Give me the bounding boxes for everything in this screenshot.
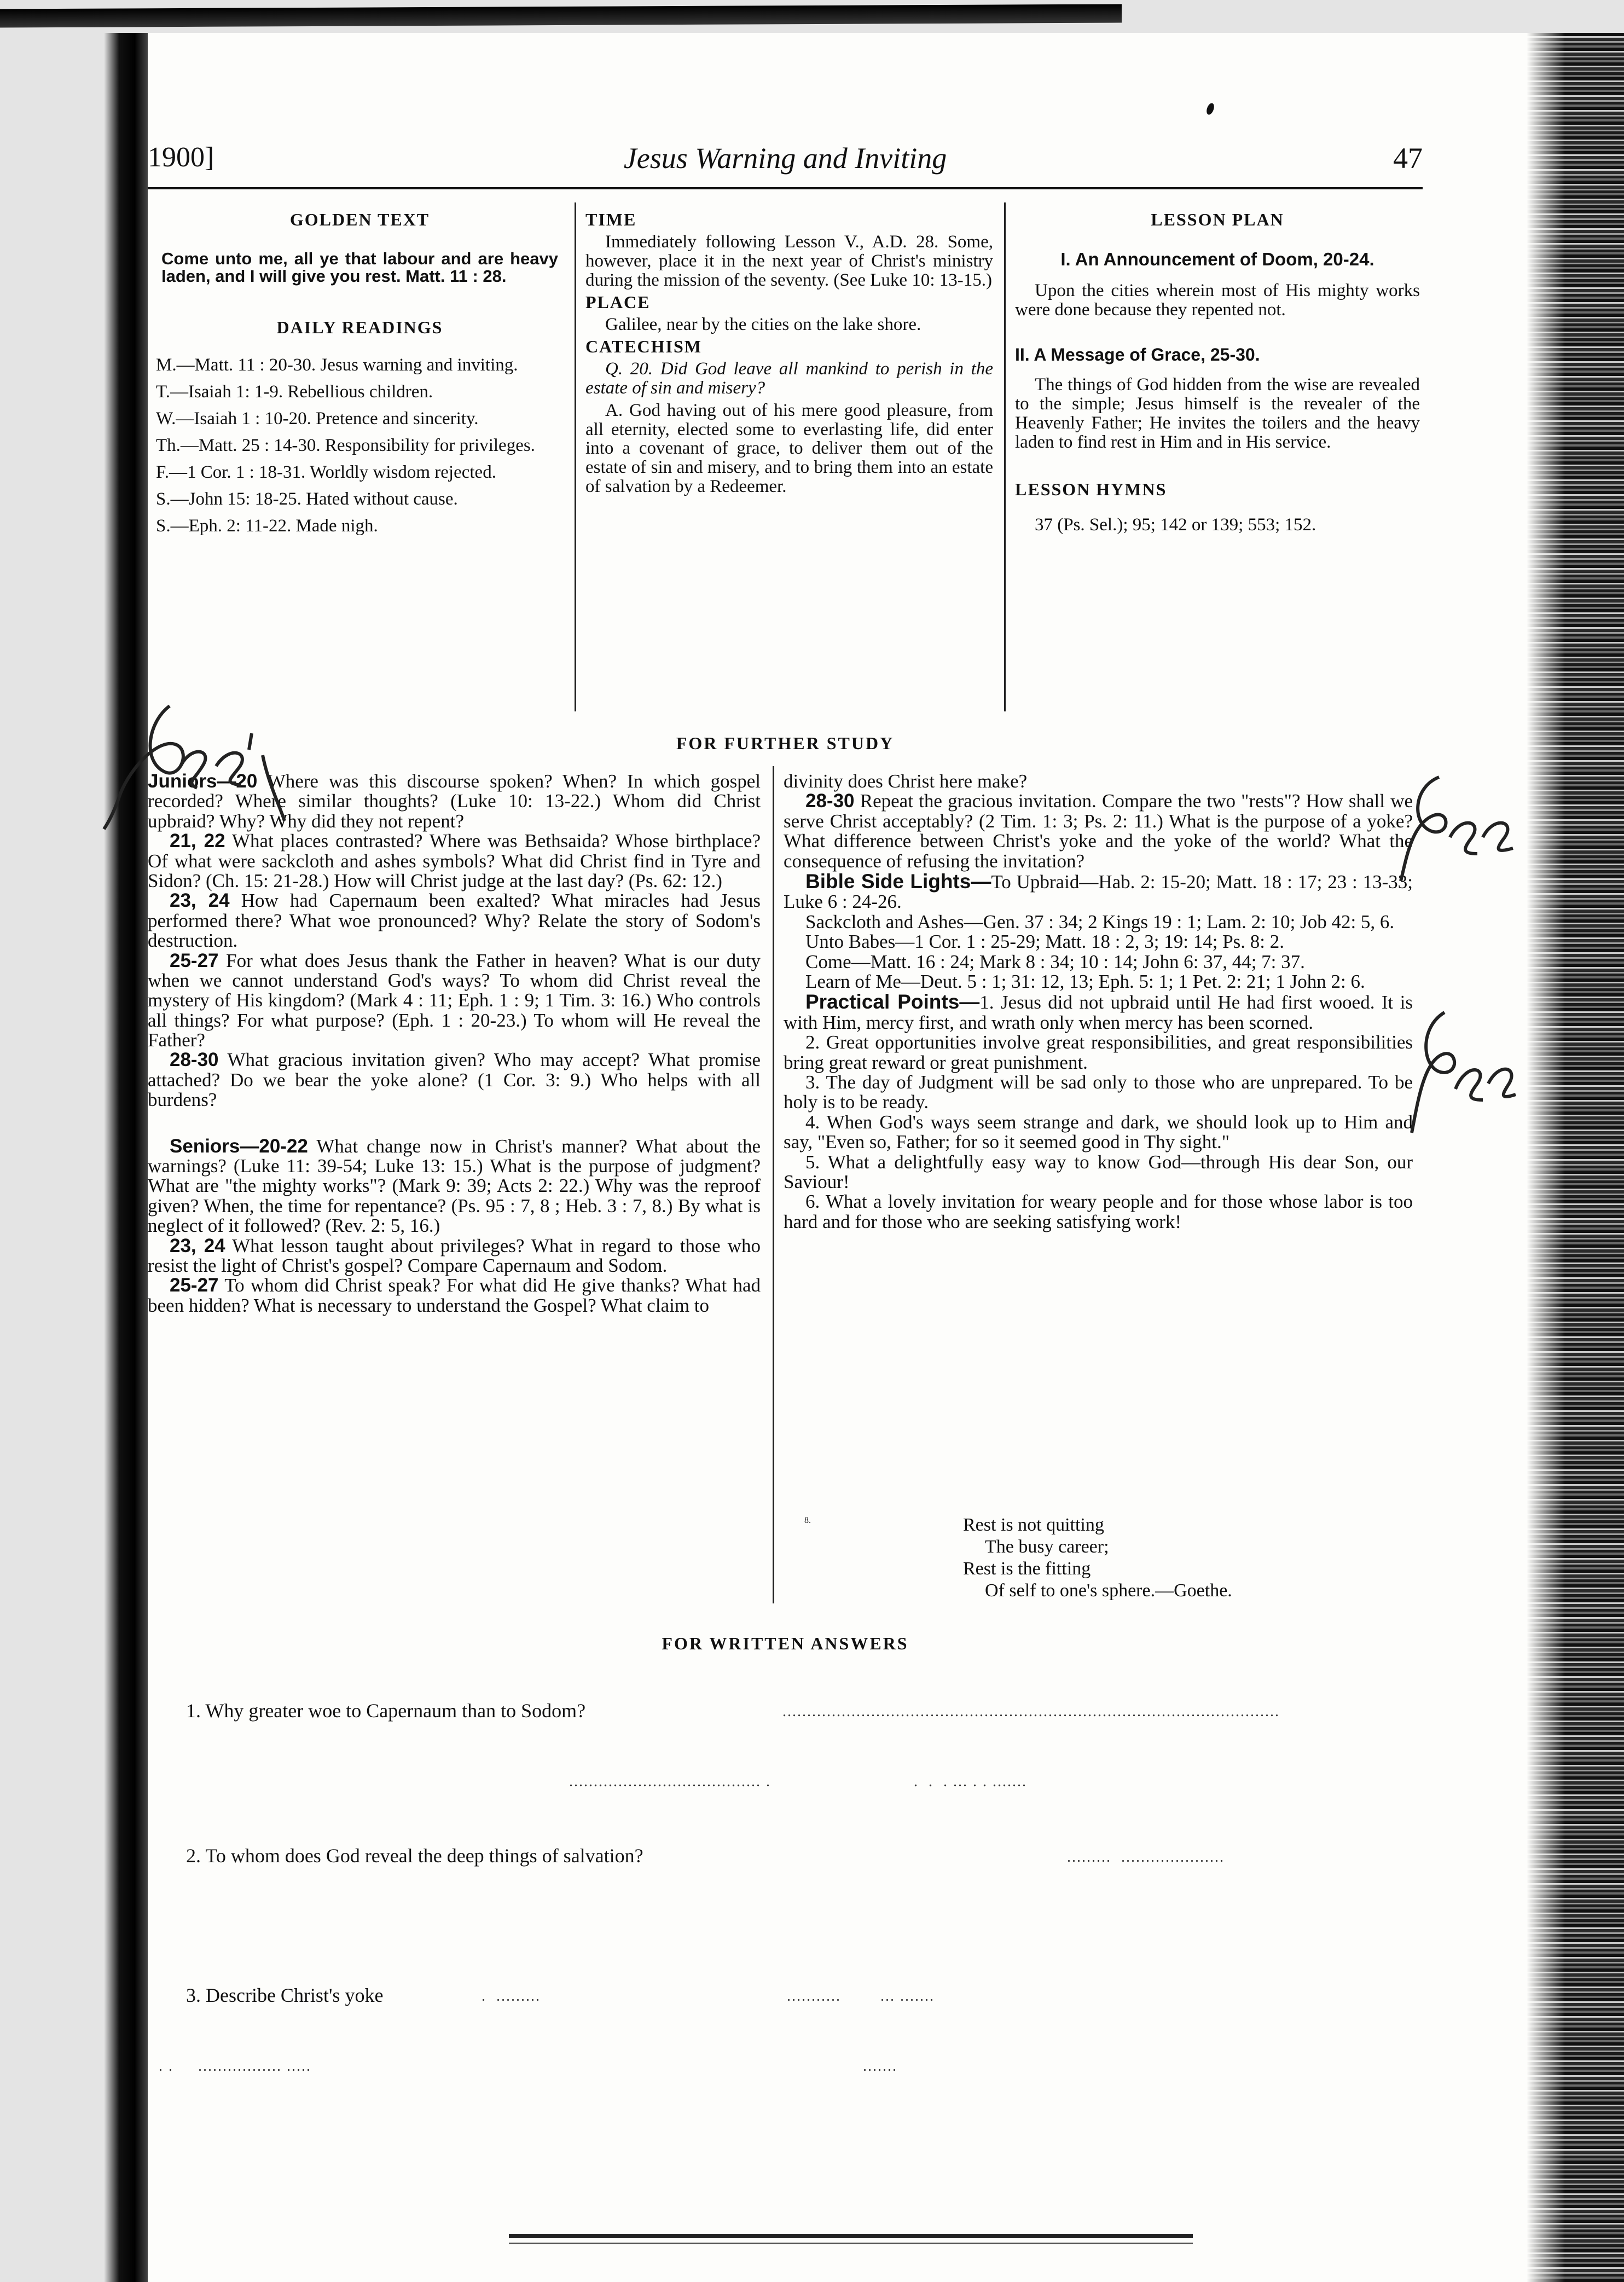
reading-item: S.—Eph. 2: 11-22. Made nigh. [156, 516, 378, 536]
bsl-sackcloth: Sackcloth and Ashes—Gen. 37 : 34; 2 Kings 19 : 1; Lam. 2: 10; Job 42: 5, 6. [805, 911, 1395, 933]
lesson-plan-part2-text: The things of God hidden from the wise are revealed to the simple; Jesus himself is the revealer of the Heavenly Father; He invites the toilers and the heavy laden to find rest in Him and in His service. [1015, 374, 1420, 452]
juniors-q23: How had Capernaum been exalted? What miracles had Jesus performed there? What woe pronounced? Why? Relate the story of Sodom's destruction. [148, 890, 761, 952]
juniors-label-28: 28-30 [170, 1049, 219, 1071]
practical-point-5: 5. What a delightfully easy way to know God—through His dear Son, our Saviour! [784, 1151, 1413, 1192]
lesson-plan-heading: LESSON PLAN [1151, 210, 1284, 229]
column-time-place [585, 211, 993, 496]
golden-text-heading: GOLDEN TEXT [289, 210, 430, 229]
place-heading: PLACE [585, 292, 651, 312]
bottom-rule [509, 2234, 1193, 2238]
handwritten-see-annotation [1390, 766, 1521, 892]
catechism-heading: CATECHISM [585, 336, 702, 356]
answer-line: ..................................................................................................... [782, 1703, 1280, 1720]
juniors-label-23: 23, 24 [170, 890, 230, 912]
seniors-q20: What change now in Christ's manner? What about the warnings? (Luke 11: 39-54; Luke 13: 15.) What is the purpose of judgment? What are "the mighty works"? (Mark 9: 39; Acts 2: 22.) Why was the reproof given? When, the time for repentance? (Ps. 95 : 7, 8 ; Heb. 3 : 7, 8.) By what is neglect of it followed? (Rev. 2: 5, 16.) [148, 1135, 761, 1237]
practical-point-8-number: 8. [804, 1516, 811, 1525]
place-text: Galilee, near by the cities on the lake shore. [605, 314, 921, 334]
written-question-3: 3. Describe Christ's yoke [186, 1984, 384, 2006]
poem-line-1: Rest is not quitting [963, 1515, 1104, 1535]
seniors-label: Seniors—20-22 [170, 1135, 308, 1157]
poem-line-2: The busy career; [985, 1537, 1109, 1557]
scan-left-edge [104, 33, 148, 2282]
answer-line: . . ................. ..... ....... [159, 2058, 897, 2075]
juniors-q21: What places contrasted? Where was Bethsaida? Whose birthplace? Of what were sackcloth and ashes symbols? What did Christ find in Tyre and Sidon? (Ch. 15: 21-28.) How will Christ judge at the last day? (Ps. 62: 12.) [148, 830, 761, 891]
poem-line-4: Of self to one's sphere.—Goethe. [985, 1580, 1232, 1601]
column-divider [773, 766, 774, 1603]
daily-readings-heading: DAILY READINGS [276, 317, 443, 337]
bsl-learn: Learn of Me—Deut. 5 : 1; 31: 12, 13; Eph. 5: 1; 1 Pet. 2: 21; 1 John 2: 6. [805, 970, 1365, 992]
running-header [148, 141, 1423, 179]
time-text: Immediately following Lesson V., A.D. 28. Some, however, place it in the next year of Christ's ministry during the mission of the seventy. (See Luke 10: 13-15.) [585, 231, 993, 290]
answer-line: ....................................... . . . . ... . . ....... [569, 1773, 1027, 1790]
further-study-right [784, 772, 1413, 1232]
reading-item: W.—Isaiah 1 : 10-20. Pretence and sincerity. [156, 408, 479, 428]
reading-item: F.—1 Cor. 1 : 18-31. Worldly wisdom rejected. [156, 462, 496, 482]
juniors-q25: For what does Jesus thank the Father in heaven? What is our duty when we cannot understand God's ways? To whom did Christ reveal the mystery of His kingdom? (Mark 4 : 11; Eph. 1 : 9; 1 Tim. 3: 16.) Who controls all things? For what purpose? (Eph. 1 : 20-23.) To whom will He reveal the Father? [148, 949, 761, 1051]
written-question-2: 2. To whom does God reveal the deep things of salvation? [186, 1845, 643, 1867]
written-answers-heading-wrap [148, 1634, 1423, 1661]
column-divider [1004, 202, 1006, 711]
header-year: 1900] [148, 142, 214, 173]
catechism-question: Q. 20. Did God leave all mankind to perish in the estate of sin and misery? [585, 358, 993, 398]
juniors-q20: Where was this discourse spoken? When? In which gospel recorded? Where similar thoughts? (Luke 10: 13-22.) Whom did Christ upbraid? Why? Why did they not repent? [148, 771, 761, 832]
catechism-answer: A. God having out of his mere good pleasure, from all eternity, elected some to everlasting life, did enter into a covenant of grace, to deliver them out of the estate of sin and misery, and to bring them into an estate of salvation by a Redeemer. [585, 400, 993, 497]
lesson-plan-part1-text: Upon the cities wherein most of His mighty works were done because they repented not. [1015, 280, 1420, 320]
lesson-hymns-text: 37 (Ps. Sel.); 95; 142 or 139; 553; 152. [1035, 514, 1316, 535]
written-question-1: 1. Why greater woe to Capernaum than to Sodom? [186, 1700, 586, 1722]
divinity-continuation: divinity does Christ here make? [784, 771, 1028, 792]
column-golden-text [156, 211, 564, 543]
practical-point-1: 1. Jesus did not upbraid until He had first wooed. It is with Him, mercy first, and wrath only when mercy has been scorned. [784, 992, 1413, 1033]
further-study-heading: FOR FURTHER STUDY [676, 733, 895, 753]
bsl-come: Come—Matt. 16 : 24; Mark 8 : 34; 10 : 14; John 6: 37, 44; 7: 37. [805, 951, 1305, 972]
right-q28: Repeat the gracious invitation. Compare the two "rests"? How shall we serve Christ acceptably? (2 Tim. 1: 3; Ps. 2: 11.) What is the purpose of a yoke? What difference between Christ's yoke and the yoke of the world? What the consequence of refusing the invitation? [784, 790, 1413, 872]
reading-item: M.—Matt. 11 : 20-30. Jesus warning and inviting. [156, 355, 518, 375]
practical-point-2: 2. Great opportunities involve great responsibilities, and great responsibilities bring great reward or great punishment. [784, 1032, 1413, 1073]
juniors-label-25: 25-27 [170, 949, 219, 971]
time-heading: TIME [585, 210, 637, 229]
column-lesson-plan [1015, 211, 1420, 534]
lesson-hymns-heading: LESSON HYMNS [1015, 479, 1167, 499]
golden-text: Come unto me, all ye that labour and are heavy laden, and I will give you rest. Matt. 11 : 28. [161, 248, 558, 286]
reading-item: T.—Isaiah 1: 1-9. Rebellious children. [156, 381, 433, 402]
page-number: 47 [1393, 142, 1423, 175]
poem-line-3: Rest is the fitting [963, 1559, 1091, 1579]
reading-item: Th.—Matt. 25 : 14-30. Responsibility for privileges. [156, 435, 535, 455]
bsl-babes: Unto Babes—1 Cor. 1 : 25-29; Matt. 18 : 2, 3; 19: 14; Ps. 8: 2. [805, 931, 1285, 953]
handwritten-see-annotation [1401, 1007, 1521, 1138]
seniors-label-23: 23, 24 [170, 1235, 225, 1256]
lesson-plan-part2-title: II. A Message of Grace, 25-30. [1015, 344, 1260, 364]
reading-item: S.—John 15: 18-25. Hated without cause. [156, 489, 458, 509]
answer-line: . ......... ........... ... ....... [482, 1988, 935, 2005]
practical-point-4: 4. When God's ways seem strange and dark, we should look up to Him and say, "Even so, Father; for so it seemed good in Thy sight." [784, 1111, 1413, 1153]
written-answers-heading: FOR WRITTEN ANSWERS [662, 1634, 909, 1653]
juniors-label: Juniors—20 [148, 771, 258, 792]
seniors-q23: What lesson taught about privileges? What in regard to those who resist the light of Christ's gospel? Compare Capernaum and Sodom. [148, 1235, 761, 1276]
seniors-label-25: 25-27 [170, 1275, 219, 1296]
column-divider [575, 202, 576, 711]
bible-side-lights-label: Bible Side Lights— [805, 870, 991, 893]
header-rule [148, 187, 1423, 189]
handwritten-see-annotation [98, 684, 383, 837]
practical-point-3: 3. The day of Judgment will be sad only to those who are unprepared. To be holy is to be ready. [784, 1072, 1413, 1113]
lesson-plan-part1-title: I. An Announcement of Doom, 20-24. [1060, 248, 1374, 269]
practical-point-6: 6. What a lovely invitation for weary people and for those whose labor is too hard and for those who are seeking satisfying work! [784, 1191, 1413, 1232]
practical-points-label: Practical Points— [805, 991, 980, 1013]
scan-right-edge [1527, 33, 1624, 2282]
juniors-label-21: 21, 22 [170, 830, 225, 852]
answer-line: ......... ..................... [1067, 1849, 1225, 1866]
juniors-q28: What gracious invitation given? Who may accept? What promise attached? Do we bear the yoke alone? (1 Cor. 3: 9.) Who helps with all burdens? [148, 1049, 761, 1111]
right-label-28: 28-30 [805, 790, 855, 812]
bottom-rule [509, 2243, 1193, 2244]
seniors-q25: To whom did Christ speak? For what did He give thanks? What had been hidden? What is necessary to understand the Gospel? What claim to [148, 1275, 761, 1316]
header-title: Jesus Warning and Inviting [623, 142, 947, 175]
further-study-left [148, 772, 761, 1316]
bsl-upbraid: To Upbraid—Hab. 2: 15-20; Matt. 18 : 17; 23 : 13-33; Luke 6 : 24-26. [784, 871, 1413, 913]
